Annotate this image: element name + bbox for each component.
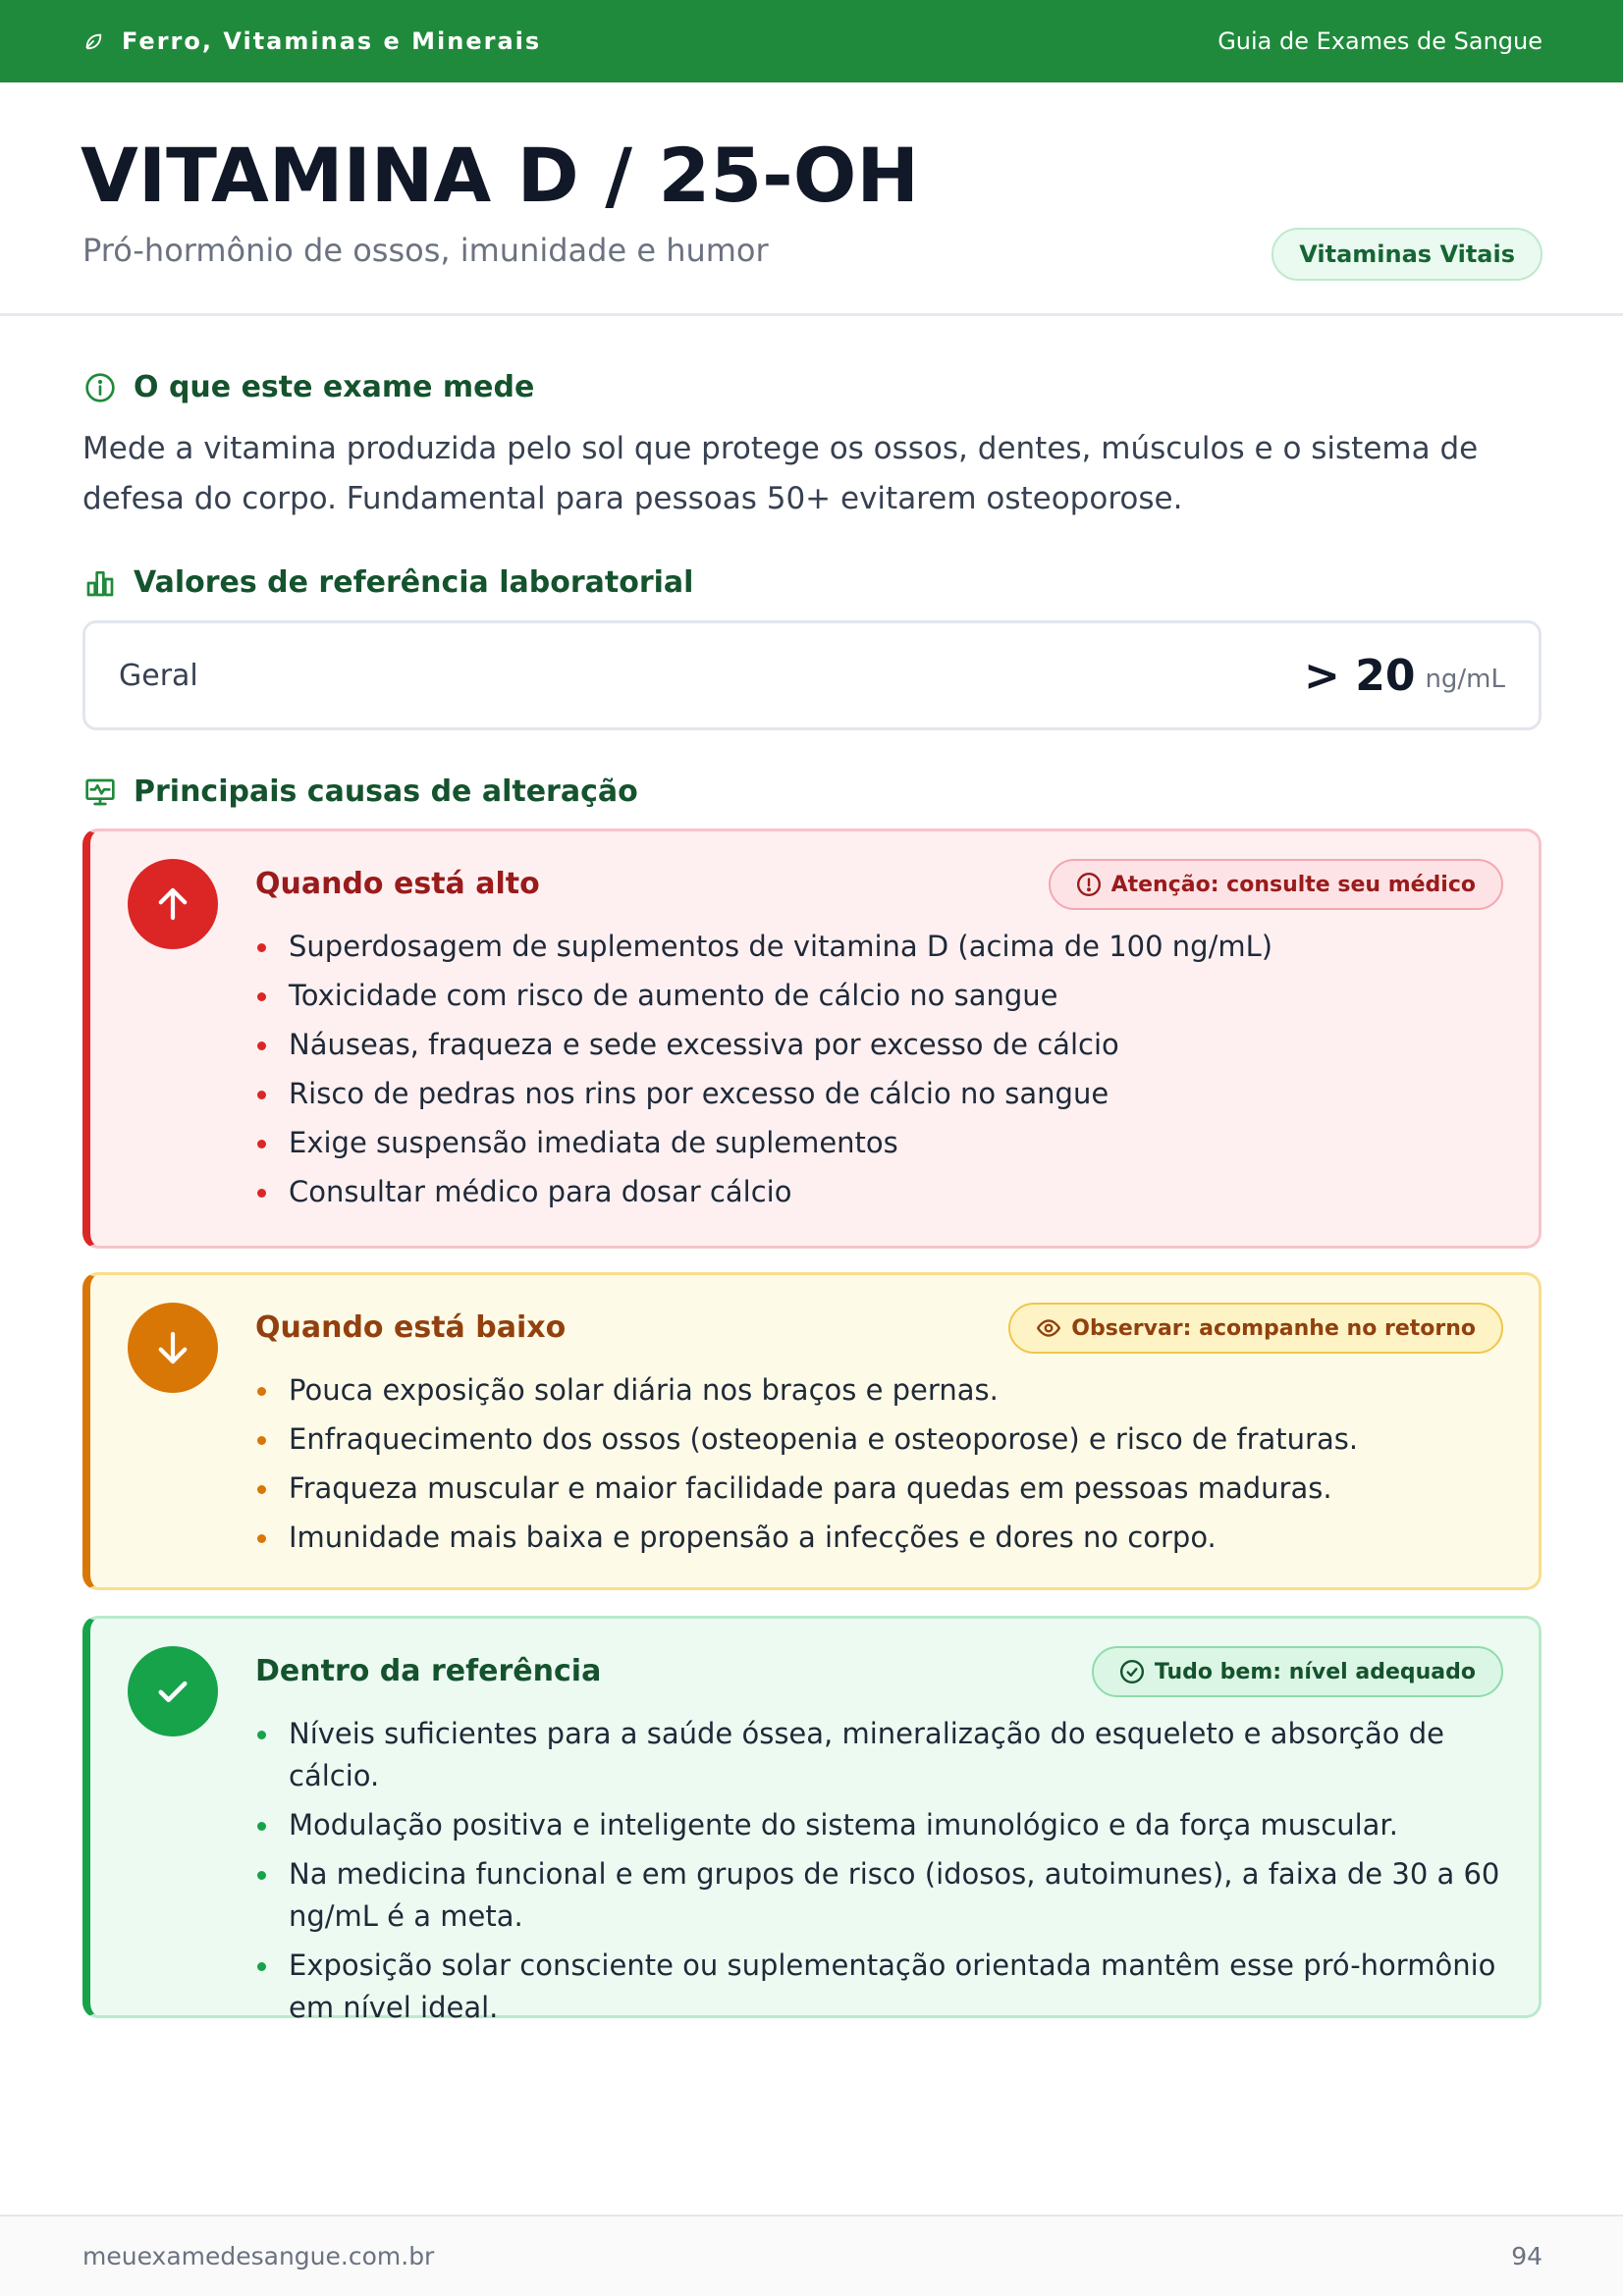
low-indicator <box>128 1303 218 1393</box>
site-url: meuexamedesangue.com.br <box>82 2242 435 2270</box>
normal-card <box>82 1616 1542 2024</box>
high-indicator <box>128 859 218 949</box>
category-label <box>82 0 541 82</box>
category-badge: Vitaminas Vitais <box>1271 228 1542 281</box>
high-title: Quando está alto <box>255 867 540 901</box>
list-item: Consultar médico para dosar cálcio <box>255 1171 1502 1213</box>
reference-number: > 20 <box>1304 650 1416 701</box>
monitor-pulse-icon <box>84 776 116 808</box>
causes-heading <box>84 774 638 809</box>
reference-label: Geral <box>119 658 198 693</box>
arrow-down-icon <box>152 1327 193 1368</box>
category-text: Ferro, Vitaminas e Minerais <box>122 27 542 55</box>
causes-heading-text: Principais causas de alteração <box>134 774 638 809</box>
list-item: Na medicina funcional e em grupos de risco (idosos, autoimunes), a faixa de 30 a 60 ng/mL é a meta. <box>255 1853 1502 1938</box>
low-card <box>82 1272 1542 1590</box>
list-item: Toxicidade com risco de aumento de cálcio no sangue <box>255 975 1502 1017</box>
list-item: Pouca exposição solar diária nos braços e pernas. <box>255 1369 1502 1412</box>
low-observe-text: Observar: acompanhe no retorno <box>1071 1315 1476 1341</box>
reference-value <box>1304 623 1505 727</box>
arrow-up-icon <box>152 883 193 925</box>
page-title: VITAMINA D / 25-OH <box>81 132 919 219</box>
high-alert-text: Atenção: consulte seu médico <box>1110 872 1476 897</box>
high-list <box>255 926 1502 1220</box>
low-observe-pill <box>1008 1303 1503 1354</box>
normal-ok-text: Tudo bem: nível adequado <box>1154 1659 1476 1684</box>
list-item: Náuseas, fraqueza e sede excessiva por excesso de cálcio <box>255 1024 1502 1066</box>
low-title: Quando está baixo <box>255 1310 567 1345</box>
leaf-icon <box>82 30 104 52</box>
list-item: Exige suspensão imediata de suplementos <box>255 1122 1502 1164</box>
page-subtitle: Pró-hormônio de ossos, imunidade e humor <box>82 232 769 269</box>
guide-title: Guia de Exames de Sangue <box>1217 27 1542 55</box>
high-alert-pill <box>1049 859 1503 910</box>
bar-chart-icon <box>84 567 116 599</box>
high-card <box>82 828 1542 1249</box>
info-icon <box>84 372 116 403</box>
page-footer <box>0 2215 1623 2296</box>
normal-ok-pill <box>1092 1646 1503 1697</box>
list-item: Níveis suficientes para a saúde óssea, mineralização do esqueleto e absorção de cálcio. <box>255 1713 1502 1797</box>
check-circle-icon <box>1119 1659 1145 1684</box>
eye-icon <box>1036 1315 1061 1341</box>
list-item: Modulação positiva e inteligente do sistema imunológico e da força muscular. <box>255 1804 1502 1846</box>
normal-indicator <box>128 1646 218 1736</box>
alert-circle-icon <box>1076 872 1102 897</box>
reference-heading-text: Valores de referência laboratorial <box>134 565 694 600</box>
list-item: Enfraquecimento dos ossos (osteopenia e osteoporose) e risco de fraturas. <box>255 1418 1502 1461</box>
reference-box <box>82 620 1542 730</box>
reference-unit: ng/mL <box>1425 665 1505 694</box>
normal-title: Dentro da referência <box>255 1654 602 1688</box>
top-bar <box>0 0 1623 82</box>
list-item: Imunidade mais baixa e propensão a infecções e dores no corpo. <box>255 1517 1502 1559</box>
list-item: Fraqueza muscular e maior facilidade para quedas em pessoas maduras. <box>255 1468 1502 1510</box>
exam-description: Mede a vitamina produzida pelo sol que protege os ossos, dentes, músculos e o sistema de defesa do corpo. Fundamental para pessoas 50+ evitarem osteoporose. <box>82 431 1479 516</box>
page-header <box>0 82 1623 316</box>
what-heading <box>84 370 534 404</box>
low-list <box>255 1369 1502 1566</box>
what-heading-text: O que este exame mede <box>134 370 535 404</box>
list-item: Risco de pedras nos rins por excesso de cálcio no sangue <box>255 1073 1502 1115</box>
page-number: 94 <box>1511 2242 1542 2270</box>
list-item: Superdosagem de suplementos de vitamina D (acima de 100 ng/mL) <box>255 926 1502 968</box>
normal-list <box>255 1713 1502 2036</box>
reference-heading <box>84 565 693 600</box>
check-icon <box>152 1671 193 1712</box>
list-item: Exposição solar consciente ou suplementação orientada mantêm esse pró-hormônio em nível ideal. <box>255 1945 1502 2029</box>
